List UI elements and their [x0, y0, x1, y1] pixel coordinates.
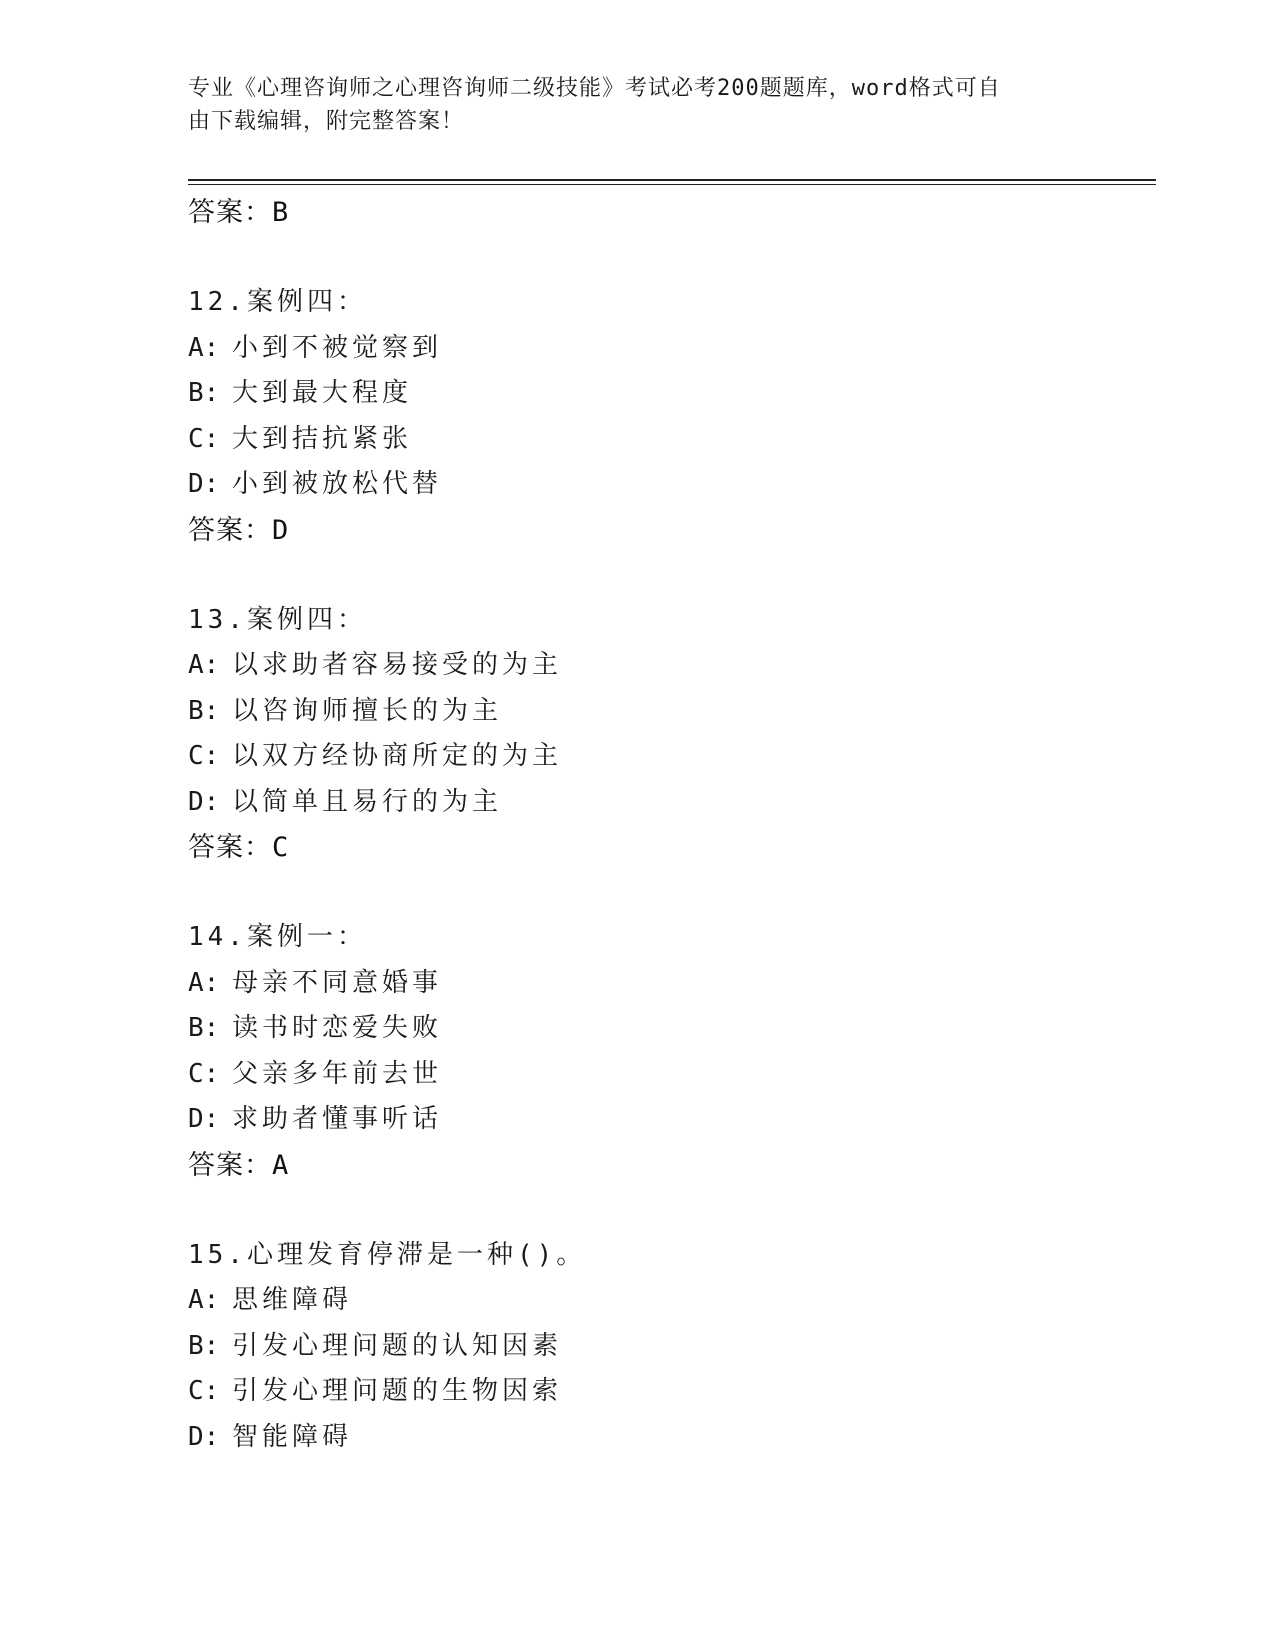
question-title: 15.心理发育停滞是一种()。: [188, 1239, 587, 1270]
option-d: [188, 780, 1148, 826]
option-label: D:: [188, 469, 220, 499]
option-a: [188, 961, 1148, 1007]
question-title: 14.案例一：: [188, 922, 367, 952]
answer-line: 答案：B: [188, 197, 290, 228]
option-text: 小到被放松代替: [232, 469, 443, 499]
option-text: 思维障碍: [232, 1285, 353, 1315]
header-divider: [188, 179, 1156, 185]
option-label: D:: [188, 1421, 220, 1452]
option-label: B:: [188, 378, 220, 408]
option-c: [188, 1052, 1148, 1098]
option-text: 求助者懂事听话: [232, 1104, 443, 1134]
option-a: [188, 643, 1148, 689]
option-label: B:: [188, 1013, 220, 1043]
question-title: 13.案例四：: [188, 604, 367, 635]
option-a: [188, 326, 1148, 372]
option-text: 引发心理问题的认知因素: [232, 1330, 563, 1361]
option-label: A:: [188, 650, 220, 680]
option-text: 智能障碍: [232, 1421, 353, 1452]
option-c: [188, 417, 1148, 463]
option-text: 以双方经协商所定的为主: [232, 741, 563, 771]
option-text: 引发心理问题的生物因索: [232, 1376, 563, 1406]
option-text: 大到拮抗紧张: [232, 423, 413, 454]
question-15: [188, 1233, 1148, 1461]
answer-line: 答案：C: [188, 832, 290, 863]
option-text: 小到不被觉察到: [232, 332, 443, 363]
question-title: 12.案例四：: [188, 287, 367, 317]
option-b: [188, 1324, 1148, 1370]
option-label: D:: [188, 1104, 220, 1134]
header-line-2: 由下载编辑，附完整答案！: [188, 109, 465, 134]
option-label: A:: [188, 967, 220, 998]
option-label: C:: [188, 423, 220, 454]
option-label: B:: [188, 695, 220, 726]
option-b: [188, 689, 1148, 735]
option-c: [188, 1369, 1148, 1415]
option-c: [188, 734, 1148, 780]
option-d: [188, 462, 1148, 508]
answer-line: 答案：A: [188, 1149, 290, 1181]
option-text: 母亲不同意婚事: [232, 967, 443, 998]
option-text: 以求助者容易接受的为主: [232, 650, 563, 680]
option-b: [188, 1006, 1148, 1052]
option-d: [188, 1415, 1148, 1461]
option-text: 以简单且易行的为主: [232, 786, 503, 817]
question-13: [188, 598, 1148, 872]
document-content: [188, 190, 1148, 1504]
option-text: 读书时恋爱失败: [232, 1013, 443, 1043]
option-label: C:: [188, 741, 220, 771]
option-d: [188, 1097, 1148, 1143]
option-text: 以咨询师擅长的为主: [232, 695, 503, 726]
question-14: [188, 915, 1148, 1189]
option-text: 大到最大程度: [232, 378, 413, 408]
option-label: C:: [188, 1376, 220, 1406]
option-a: [188, 1278, 1148, 1324]
question-12: [188, 280, 1148, 554]
option-label: B:: [188, 1330, 220, 1361]
header-line-1: 专业《心理咨询师之心理咨询师二级技能》考试必考200题题库，word格式可自: [188, 76, 1001, 101]
option-label: C:: [188, 1058, 220, 1089]
option-label: D:: [188, 786, 220, 817]
option-b: [188, 371, 1148, 417]
document-header: [188, 72, 1068, 138]
option-label: A:: [188, 1285, 220, 1315]
answer-line: 答案：D: [188, 514, 290, 546]
option-text: 父亲多年前去世: [232, 1058, 443, 1089]
option-label: A:: [188, 332, 220, 363]
